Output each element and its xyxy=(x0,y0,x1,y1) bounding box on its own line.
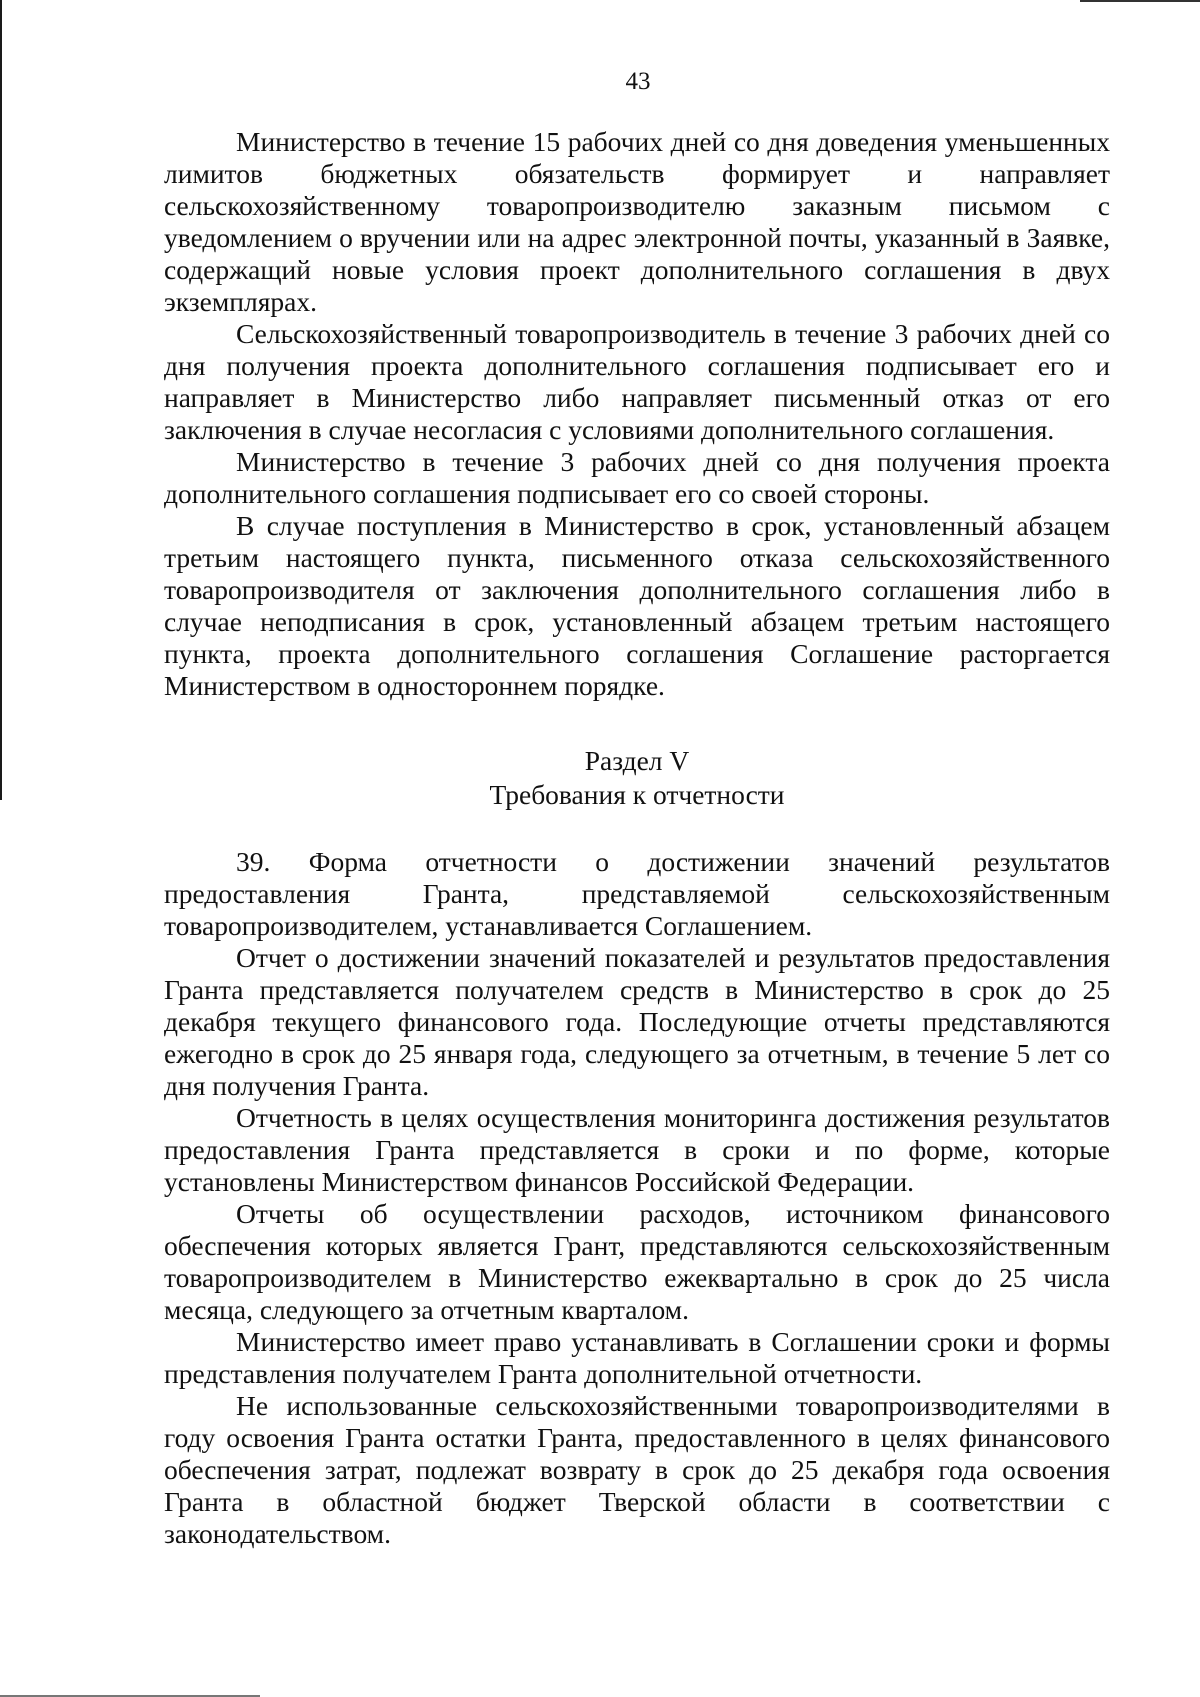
section-heading xyxy=(164,744,1110,812)
paragraph: Министерство в течение 15 рабочих дней со дня доведения уменьшенных лимитов бюджетных обязательств формирует и направляет сельскохозяйственному товаропроизводителю заказным письмом с уведомлением о вручении или на адрес электронной почты, указанный в Заявке, содержащий новые условия проект дополнительного соглашения в двух экземплярах. xyxy=(164,126,1110,317)
section-title: Требования к отчетности xyxy=(489,779,785,810)
paragraph: В случае поступления в Министерство в срок, установленный абзацем третьим настоящего пункта, письменного отказа сельскохозяйственного товаропроизводителя от заключения дополнительного соглашения либо в случае неподписания в срок, установленный абзацем третьим настоящего пункта, проекта дополнительного соглашения Соглашение расторгается Министерством в одностороннем порядке. xyxy=(164,510,1110,701)
paragraph: Министерство в течение 3 рабочих дней со дня получения проекта дополнительного соглашения подписывает его со своей стороны. xyxy=(164,446,1110,509)
paragraph: Отчет о достижении значений показателей и результатов предоставления Гранта представляется получателем средств в Министерство в срок до 25 декабря текущего финансового года. Последующие отчеты представляются ежегодно в срок до 25 января года, следующего за отчетным, в течение 5 лет со дня получения Гранта. xyxy=(164,942,1110,1101)
page-number: 43 xyxy=(625,68,651,95)
paragraph: Не использованные сельскохозяйственными товаропроизводителями в году освоения Гранта остатки Гранта, предоставленного в целях финансового обеспечения затрат, подлежат возврату в срок до 25 декабря года освоения Гранта в областной бюджет Тверской области в соответствии с законодательством. xyxy=(164,1390,1110,1549)
scan-edge-left xyxy=(0,0,2,800)
paragraph: Отчетность в целях осуществления мониторинга достижения результатов предоставления Гранта представляется в сроки и по форме, которые установлены Министерством финансов Российской Федерации. xyxy=(164,1102,1110,1197)
paragraph: Сельскохозяйственный товаропроизводитель в течение 3 рабочих дней со дня получения проекта дополнительного соглашения подписывает его и направляет в Министерство либо направляет письменный отказ от его заключения в случае несогласия с условиями дополнительного соглашения. xyxy=(164,318,1110,445)
paragraph: Отчеты об осуществлении расходов, источником финансового обеспечения которых является Грант, представляются сельскохозяйственным товаропроизводителем в Министерство ежеквартально в срок до 25 числа месяца, следующего за отчетным кварталом. xyxy=(164,1198,1110,1325)
document-body xyxy=(164,126,1110,1550)
paragraph: Министерство имеет право устанавливать в Соглашении сроки и формы представления получателем Гранта дополнительной отчетности. xyxy=(164,1326,1110,1389)
section-number: Раздел V xyxy=(584,745,690,776)
paragraph: 39. Форма отчетности о достижении значений результатов предоставления Гранта, представляемой сельскохозяйственным товаропроизводителем, устанавливается Соглашением. xyxy=(164,846,1110,941)
scan-edge-top xyxy=(1080,0,1200,2)
